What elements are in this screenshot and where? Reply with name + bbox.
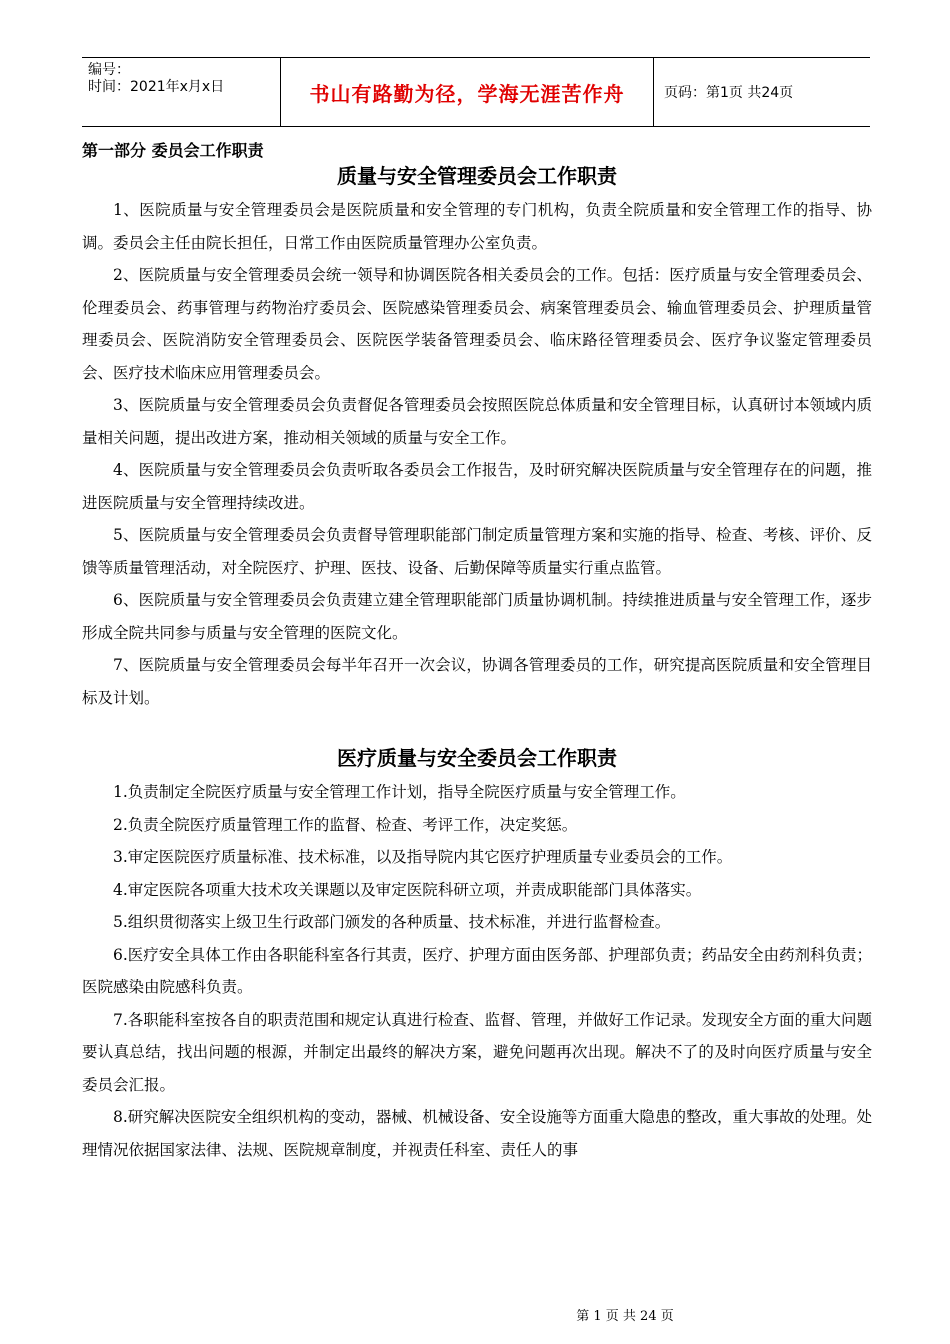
header-motto: 书山有路勤为径，学海无涯苦作舟 <box>280 58 654 126</box>
section1-paragraph: 4、医院质量与安全管理委员会负责听取各委员会工作报告，及时研究解决医院质量与安全管理存在的问题，推进医院质量与安全管理持续改进。 <box>82 461 872 512</box>
header-left-cell <box>82 58 280 126</box>
section1-paragraph: 1、医院质量与安全管理委员会是医院质量和安全管理的专门机构，负责全院质量和安全管理工作的指导、协调。委员会主任由院长担任，日常工作由医院质量管理办公室负责。 <box>82 201 872 252</box>
section2-paragraph: 1.负责制定全院医疗质量与安全管理工作计划，指导全院医疗质量与安全管理工作。 <box>113 783 686 801</box>
section1-paragraph: 2、医院质量与安全管理委员会统一领导和协调医院各相关委员会的工作。包括：医疗质量与安全管理委员会、伦理委员会、药事管理与药物治疗委员会、医院感染管理委员会、病案管理委员会、输血管理委员会、护理质量管理委员会、医院消防安全管理委员会、医院医学装备管理委员会、临床路径管理委员会、医疗争议鉴定管理委员会、医疗技术临床应用管理委员会。 <box>82 266 872 382</box>
page-footer <box>0 1305 950 1324</box>
section1-paragraph: 5、医院质量与安全管理委员会负责督导管理职能部门制定质量管理方案和实施的指导、检查、考核、评价、反馈等质量管理活动，对全院医疗、护理、医技、设备、后勤保障等质量实行重点监管。 <box>82 526 872 577</box>
section1-paragraph: 6、医院质量与安全管理委员会负责建立建全管理职能部门质量协调机制。持续推进质量与安全管理工作，逐步形成全院共同参与质量与安全管理的医院文化。 <box>82 591 872 642</box>
section2-paragraph: 4.审定医院各项重大技术攻关课题以及审定医院科研立项，并责成职能部门具体落实。 <box>113 880 702 899</box>
section1-paragraphs <box>82 194 872 714</box>
header-page-info: 页码：第1页 共24页 <box>664 85 794 101</box>
section1-paragraph: 7、医院质量与安全管理委员会每半年召开一次会议，协调各管理委员的工作，研究提高医院质量和安全管理目标及计划。 <box>82 656 872 707</box>
section2-paragraph: 7.各职能科室按各自的职责范围和规定认真进行检查、监督、管理，并做好工作记录。发现安全方面的重大问题要认真总结，找出问题的根源，并制定出最终的解决方案，避免问题再次出现。解决不了的及时向医疗质量与安全委员会汇报。 <box>82 1010 872 1094</box>
part-title: 第一部分 委员会工作职责 <box>82 141 264 160</box>
section2-paragraph: 2.负责全院医疗质量管理工作的监督、检查、考评工作，决定奖惩。 <box>113 815 578 834</box>
section2-paragraph: 8.研究解决医院安全组织机构的变动，器械、机械设备、安全设施等方面重大隐患的整改，重大事故的处理。处理情况依据国家法律、法规、医院规章制度，并视责任科室、责任人的事 <box>82 1108 872 1159</box>
section2-title: 医疗质量与安全委员会工作职责 <box>337 746 617 770</box>
footer-page-number: 第 1 页 共 24 页 <box>576 1309 674 1324</box>
section1-paragraph: 3、医院质量与安全管理委员会负责督促各管理委员会按照医院总体质量和安全管理目标，认真研讨本领域内质量相关问题，提出改进方案，推动相关领域的质量与安全工作。 <box>82 396 872 447</box>
section2-paragraph: 3.审定医院医疗质量标准、技术标准，以及指导院内其它医疗护理质量专业委员会的工作。 <box>113 848 733 866</box>
time-label: 时间：2021年x月x日 <box>88 79 225 95</box>
section2-paragraph: 5.组织贯彻落实上级卫生行政部门颁发的各种质量、技术标准，并进行监督检查。 <box>113 913 671 931</box>
document-header <box>82 57 870 127</box>
number-label: 编号： <box>88 62 130 78</box>
section2-paragraph: 6.医疗安全具体工作由各职能科室各行其责，医疗、护理方面由医务部、护理部负责；药品安全由药剂科负责；医院感染由院感科负责。 <box>82 945 872 996</box>
section2-paragraphs <box>82 776 872 1166</box>
section1-title: 质量与安全管理委员会工作职责 <box>337 164 617 188</box>
document-body <box>82 140 872 1166</box>
